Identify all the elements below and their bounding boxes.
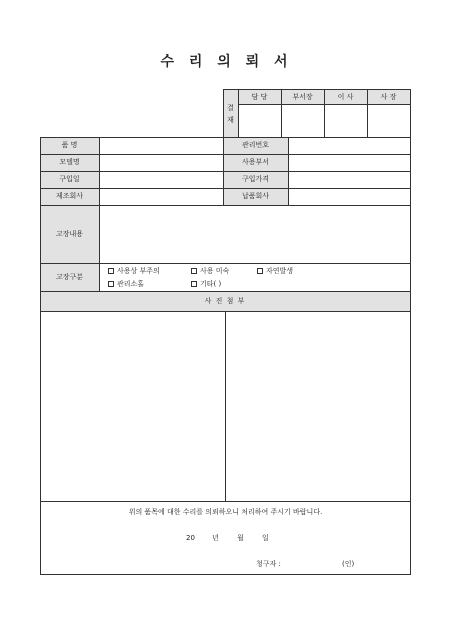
using-department-label: 사용부서 bbox=[241, 158, 270, 166]
approval-col-director: 이 사 bbox=[337, 93, 354, 101]
date-day-unit: 일 bbox=[262, 534, 269, 542]
fault-type-label: 고장구분 bbox=[55, 273, 84, 281]
purchase-date-field[interactable] bbox=[100, 172, 223, 188]
approval-label: 결재 bbox=[227, 104, 234, 124]
management-number-field[interactable] bbox=[289, 138, 410, 154]
fault-content-label: 고장내용 bbox=[55, 230, 84, 238]
model-name-label: 모델명 bbox=[59, 158, 80, 166]
item-name-label: 품 명 bbox=[61, 141, 78, 149]
using-department-field[interactable] bbox=[289, 155, 410, 171]
checkbox-other[interactable] bbox=[191, 281, 197, 287]
checkbox-poor-management[interactable] bbox=[108, 281, 114, 287]
option-poor-management[interactable]: 관리소홀 bbox=[108, 281, 144, 288]
photo-area-right[interactable] bbox=[226, 312, 410, 501]
request-statement: 위의 품목에 대한 수리를 의뢰하오니 처리하여 주시기 바랍니다. bbox=[128, 508, 323, 516]
model-name-field[interactable] bbox=[100, 155, 223, 171]
date-year-unit: 년 bbox=[212, 534, 219, 542]
seal-mark: (인) bbox=[342, 560, 355, 568]
fault-content-field[interactable] bbox=[100, 206, 410, 263]
supplier-label: 납품회사 bbox=[241, 192, 270, 200]
purchase-date-label: 구입일 bbox=[59, 175, 80, 183]
checkbox-inexperienced-use[interactable] bbox=[191, 268, 197, 274]
date-year: 20 bbox=[186, 534, 195, 542]
photo-area-left[interactable] bbox=[41, 312, 225, 501]
requester-name-field[interactable] bbox=[292, 557, 338, 569]
manufacturer-field[interactable] bbox=[100, 189, 223, 205]
supplier-field[interactable] bbox=[289, 189, 410, 205]
option-careless-use[interactable]: 사용상 부주의 bbox=[108, 268, 160, 275]
approval-col-dept-head: 부서장 bbox=[292, 93, 313, 101]
item-name-field[interactable] bbox=[100, 138, 223, 154]
management-number-label: 관리번호 bbox=[241, 141, 270, 149]
photo-attach-label: 사 진 첨 부 bbox=[204, 297, 246, 305]
purchase-price-field[interactable] bbox=[289, 172, 410, 188]
manufacturer-label: 제조회사 bbox=[55, 192, 84, 200]
approval-col-president: 사 장 bbox=[380, 93, 397, 101]
checkbox-careless-use[interactable] bbox=[108, 268, 114, 274]
option-other[interactable]: 기타( ) bbox=[191, 281, 221, 288]
option-inexperienced-use[interactable]: 사용 미숙 bbox=[191, 268, 229, 275]
requester-label: 청구자 : bbox=[256, 560, 281, 568]
checkbox-natural-occurrence[interactable] bbox=[257, 268, 263, 274]
option-natural-occurrence[interactable]: 자연발생 bbox=[257, 268, 293, 275]
document-title: 수 리 의 뢰 서 bbox=[160, 54, 290, 70]
date-month-unit: 월 bbox=[237, 534, 244, 542]
purchase-price-label: 구입가격 bbox=[241, 175, 270, 183]
approval-col-manager: 담 당 bbox=[251, 93, 268, 101]
